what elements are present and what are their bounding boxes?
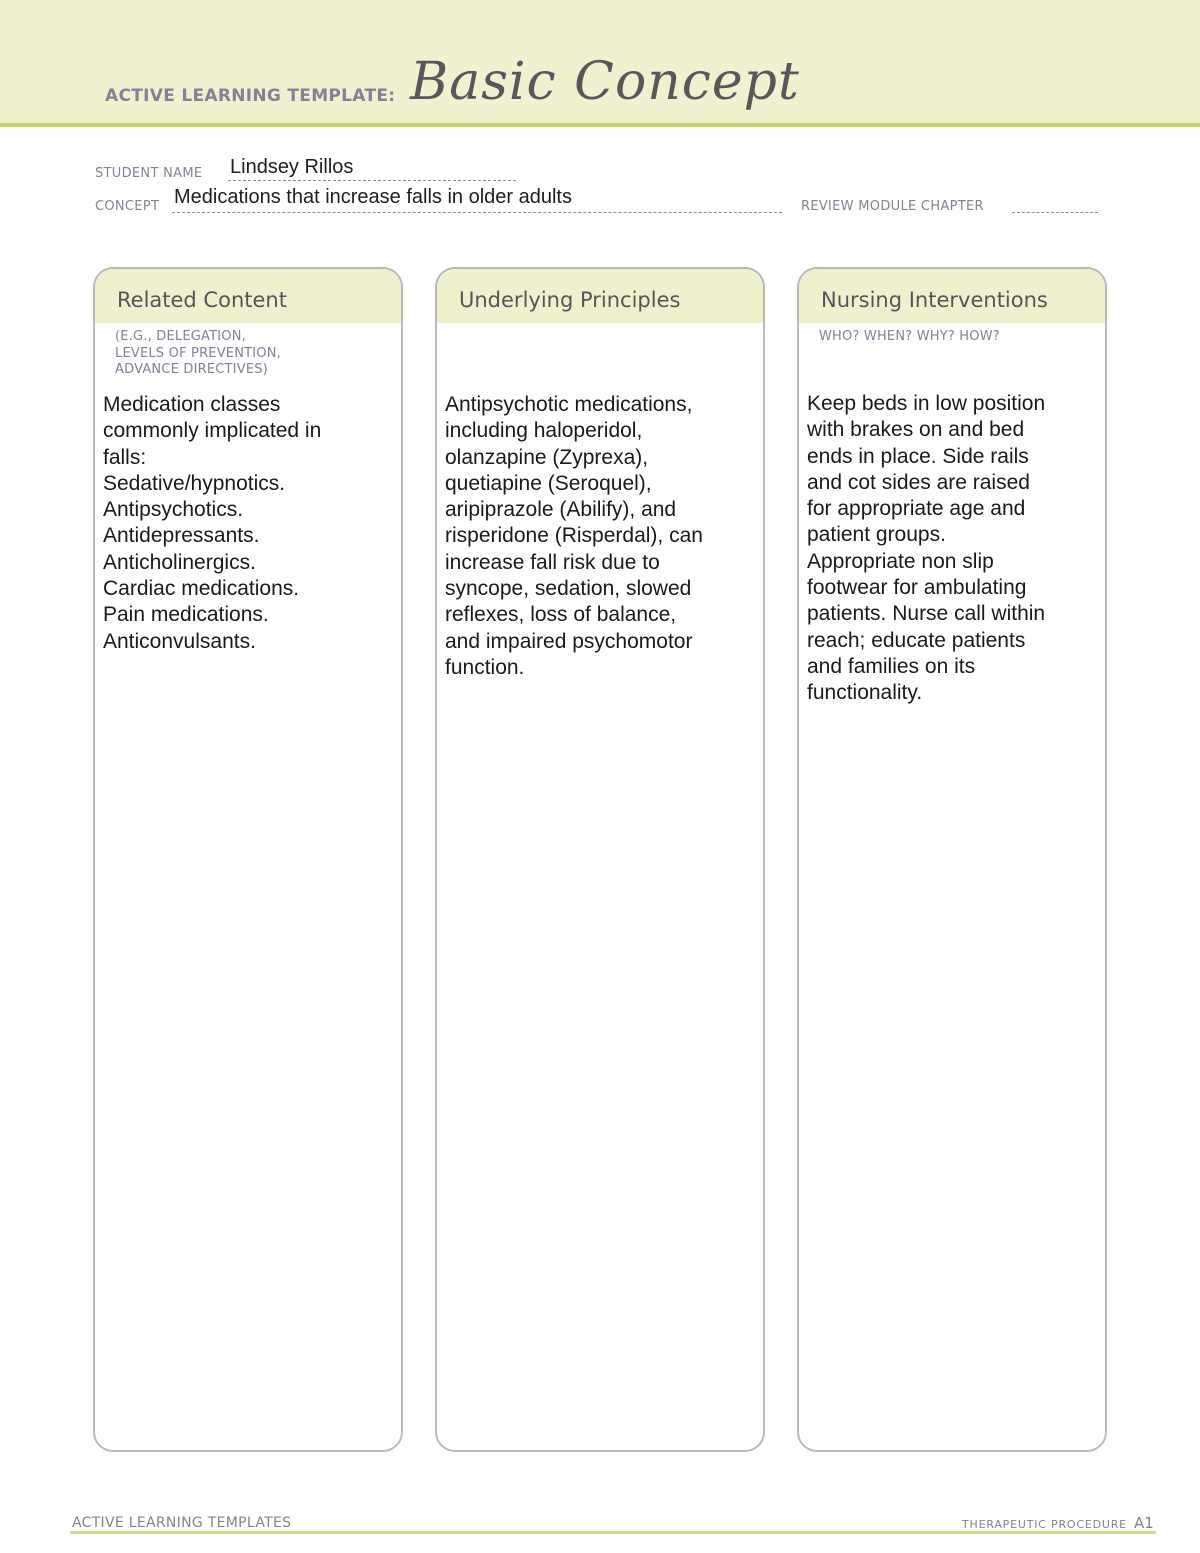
text-line: Anticonvulsants. [103, 629, 256, 653]
text-line: commonly implicated in [103, 419, 322, 443]
page-number: A1 [1134, 1514, 1154, 1532]
concept-field[interactable]: Medications that increase falls in older adults [174, 186, 572, 208]
text-line: quetiapine (Seroquel), [445, 471, 652, 495]
nursing-interventions-text[interactable] [807, 391, 1095, 707]
text-line: and impaired psychomotor [445, 629, 693, 653]
concept-label: CONCEPT [95, 199, 160, 214]
text-line: ends in place. Side rails [807, 444, 1029, 468]
text-line: including haloperidol, [445, 419, 643, 443]
text-line: function. [445, 655, 525, 679]
text-line: patients. Nurse call within [807, 602, 1046, 626]
template-label: ACTIVE LEARNING TEMPLATE: [105, 86, 396, 106]
text-line: functionality. [807, 681, 923, 705]
footer-label: ACTIVE LEARNING TEMPLATES [72, 1515, 292, 1531]
text-line: falls: [103, 445, 147, 469]
text-line: Antipsychotics. [103, 498, 244, 522]
text-line: Antipsychotic medications, [445, 393, 693, 416]
related-content-panel [93, 267, 403, 1452]
template-title: Basic Concept [410, 52, 800, 112]
text-line: reflexes, loss of balance, [445, 603, 677, 627]
nursing-interventions-panel [797, 267, 1107, 1452]
text-line: risperidone (Risperdal), can [445, 524, 703, 548]
panel-title: Nursing Interventions [821, 288, 1048, 312]
header-rule [0, 123, 1200, 127]
text-line: reach; educate patients [807, 628, 1026, 652]
panel-title: Underlying Principles [459, 288, 681, 312]
text-line: syncope, sedation, slowed [445, 577, 692, 601]
concept-line [172, 212, 782, 213]
text-line: aripiprazole (Abilify), and [445, 498, 677, 522]
text-line: Keep beds in low position [807, 392, 1046, 415]
panel-title: Related Content [117, 288, 287, 312]
underlying-principles-panel [435, 267, 765, 1452]
text-line: increase fall risk due to [445, 550, 660, 574]
text-line: Antidepressants. [103, 524, 260, 548]
panel-subtitle [115, 329, 281, 379]
underlying-principles-text[interactable] [445, 392, 753, 681]
text-line: patient groups. [807, 523, 946, 547]
text-line: olanzapine (Zyprexa), [445, 445, 649, 469]
related-content-text[interactable] [103, 392, 391, 655]
subtitle-line: WHO? WHEN? WHY? HOW? [819, 329, 1000, 344]
student-name-line [228, 180, 516, 181]
footer-rule [70, 1531, 1156, 1534]
review-module-label: REVIEW MODULE CHAPTER [801, 199, 984, 214]
text-line: Sedative/hypnotics. [103, 471, 286, 495]
text-line: Medication classes [103, 393, 281, 416]
text-line: Pain medications. [103, 603, 269, 627]
text-line: Cardiac medications. [103, 577, 300, 601]
footer-section: THERAPEUTIC PROCEDURE [962, 1518, 1127, 1531]
text-line: and families on its [807, 654, 976, 678]
subtitle-line: ADVANCE DIRECTIVES) [115, 362, 268, 377]
text-line: with brakes on and bed [807, 418, 1025, 442]
text-line: footwear for ambulating [807, 576, 1027, 600]
text-line: and cot sides are raised [807, 470, 1030, 494]
text-line: Appropriate non slip [807, 549, 994, 573]
subtitle-line: (E.G., DELEGATION, [115, 329, 246, 344]
student-name-field[interactable]: Lindsey Rillos [230, 156, 354, 178]
subtitle-line: LEVELS OF PREVENTION, [115, 345, 282, 361]
panel-subtitle [819, 329, 1000, 346]
review-module-line [1012, 212, 1098, 213]
text-line: for appropriate age and [807, 497, 1026, 521]
text-line: Anticholinergics. [103, 550, 256, 574]
student-name-label: STUDENT NAME [95, 166, 203, 181]
